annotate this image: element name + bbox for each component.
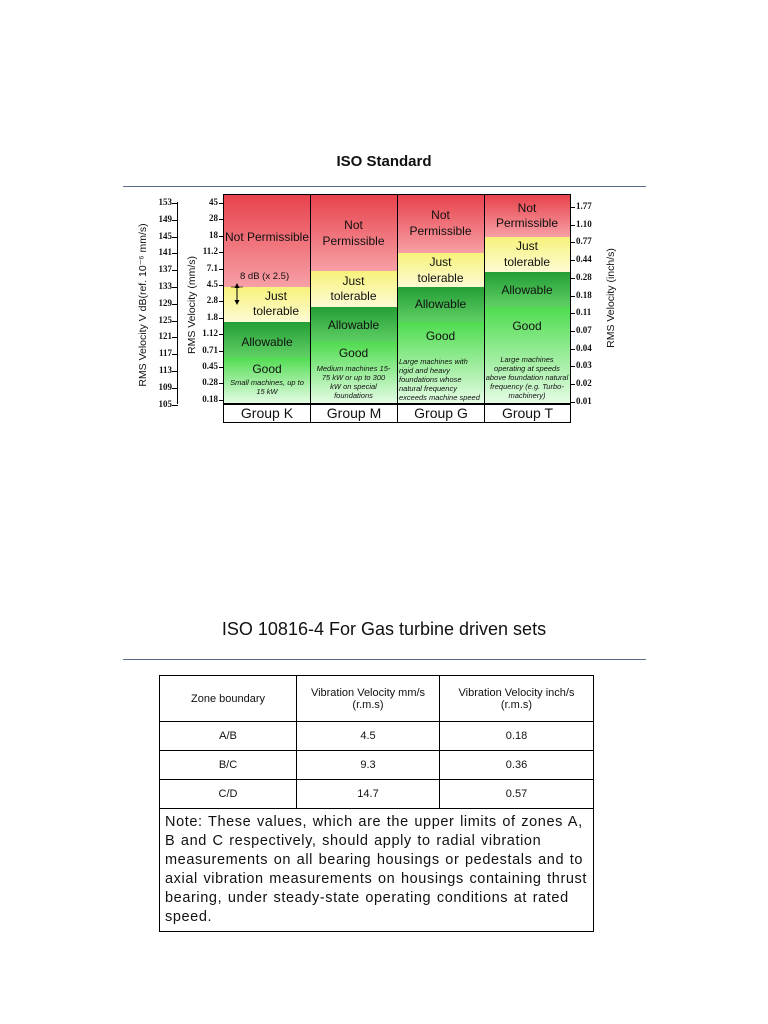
double-arrow-icon xyxy=(230,282,244,306)
table-cell: 9.3 xyxy=(297,751,440,780)
inch-tick-label: 0.11 xyxy=(576,307,592,318)
table-cell: 4.5 xyxy=(297,722,440,751)
zone-label: Not Permissible xyxy=(224,230,310,244)
section-title: ISO 10816-4 For Gas turbine driven sets xyxy=(221,619,547,639)
inch-tick-label: 0.02 xyxy=(576,378,592,388)
zone-label: Not Permissible xyxy=(322,218,385,248)
mm-tick-label: 0.18 xyxy=(202,393,218,404)
zone-label: Just tolerable xyxy=(503,239,551,269)
inch-tick-label: 0.01 xyxy=(576,395,592,406)
group-description: Large machines operating at speeds above foundation natural frequency (e.g. Turbo-machinery) xyxy=(485,355,569,400)
zone-just-tolerable xyxy=(310,271,397,307)
db-tick-label: 125 xyxy=(158,314,172,325)
table-note-row xyxy=(160,809,594,932)
header-zone-boundary: Zone boundary xyxy=(160,676,297,722)
table-header-row xyxy=(160,676,594,722)
table-cell: 0.57 xyxy=(440,780,594,809)
chart-title: ISO Standard xyxy=(336,153,432,170)
zone-allowable xyxy=(310,307,397,342)
mm-tick-label: 1.12 xyxy=(202,328,218,339)
zone-allowable xyxy=(224,322,310,357)
inch-tick-label: 0.28 xyxy=(576,271,592,282)
db-tick-label: 117 xyxy=(158,348,172,359)
table-note: Note: These values, which are the upper limits of zones A, B and C respectively, should apply to radial vibration measurements on all bearing housings or pedestals and to axial vibration measurements on housings containing thrust bearing, under steady-state operating conditions at rated speed. xyxy=(160,809,594,932)
mm-tick-label: 0.71 xyxy=(202,344,218,355)
db-tick-mark xyxy=(172,371,178,372)
table-row xyxy=(160,780,594,809)
zone-label: Just tolerable xyxy=(417,255,464,285)
zone-label: Just tolerable xyxy=(252,289,300,318)
zone-label: Good xyxy=(338,346,369,360)
zone-good xyxy=(484,307,570,403)
column-divider xyxy=(397,194,398,404)
zone-good xyxy=(397,322,484,403)
table-cell: 14.7 xyxy=(297,780,440,809)
inch-axis-label: RMS Velocity (inch/s) xyxy=(605,248,617,348)
mm-tick-label: 2.8 xyxy=(206,295,218,306)
zone-just-tolerable xyxy=(484,237,570,272)
header-velocity-inch: Vibration Velocity inch/s (r.m.s) xyxy=(440,676,594,722)
zone-label: Good xyxy=(252,362,282,376)
db-tick-label: 145 xyxy=(158,230,172,241)
section-rule xyxy=(123,659,646,660)
header-velocity-mm: Vibration Velocity mm/s (r.m.s) xyxy=(297,676,440,722)
inch-tick-label: 0.77 xyxy=(576,236,592,247)
db-tick-label: 133 xyxy=(158,281,172,291)
mm-tick-label: 7.1 xyxy=(206,262,218,273)
inch-tick-label: 1.77 xyxy=(576,201,592,211)
mm-tick-label: 28 xyxy=(209,213,218,224)
inch-tick-label: 0.03 xyxy=(576,360,592,371)
zone-good xyxy=(224,357,310,403)
db-axis-label: RMS Velocity V dB(ref. 10⁻⁶ mm/s) xyxy=(137,223,149,387)
inch-tick-label: 1.10 xyxy=(576,218,592,229)
group-description: Medium machines 15-75 kW or up to 300 kW on special foundations xyxy=(316,364,391,400)
mm-tick-label: 18 xyxy=(209,229,218,240)
db-tick-label: 141 xyxy=(158,247,172,258)
inch-tick-label: 0.07 xyxy=(576,324,592,335)
table-cell: C/D xyxy=(160,780,297,809)
mm-tick-label: 11.2 xyxy=(202,246,218,257)
zone-allowable xyxy=(484,272,570,307)
inch-tick-label: 0.44 xyxy=(576,254,592,265)
table-row xyxy=(160,751,594,780)
table-cell: 0.18 xyxy=(440,722,594,751)
db-tick-label: 129 xyxy=(158,297,172,308)
db-tick-label: 113 xyxy=(158,365,172,375)
mm-tick-label: 1.8 xyxy=(206,311,218,322)
zone-allowable xyxy=(397,287,484,322)
db-tick-label: 121 xyxy=(158,331,172,342)
zone-label: Good xyxy=(425,329,456,343)
db-annotation: 8 dB (x 2.5) xyxy=(240,271,290,282)
mm-tick-label: 0.28 xyxy=(202,377,218,388)
zone-label: Allowable xyxy=(327,318,380,332)
db-tick-label: 105 xyxy=(158,398,172,409)
group-label-k: Group K xyxy=(223,404,311,423)
group-description: Small machines, up to 15 kW xyxy=(230,378,304,396)
group-label-g: Group G xyxy=(397,404,485,423)
zone-not-permissible xyxy=(397,195,484,253)
column-divider xyxy=(310,194,311,404)
db-tick-label: 109 xyxy=(158,381,172,392)
inch-tick-label: 0.18 xyxy=(576,289,592,300)
zone-label: Allowable xyxy=(241,335,293,349)
db-tick-mark xyxy=(172,388,178,389)
zone-not-permissible xyxy=(310,195,397,271)
inch-tick-label: 0.04 xyxy=(576,342,592,353)
db-tick-label: 137 xyxy=(158,264,172,275)
group-label-t: Group T xyxy=(484,404,571,423)
zone-label: Not Permissible xyxy=(409,208,472,238)
mm-tick-label: 4.5 xyxy=(206,279,218,289)
table-cell: 0.36 xyxy=(440,751,594,780)
title-rule xyxy=(123,186,646,187)
table-cell: A/B xyxy=(160,722,297,751)
zone-label: Just tolerable xyxy=(330,274,377,303)
db-tick-mark xyxy=(172,405,178,406)
zone-label: Good xyxy=(512,319,542,333)
zone-label: Not Permissible xyxy=(495,201,558,230)
zone-good xyxy=(310,342,397,403)
table-row xyxy=(160,722,594,751)
mm-axis-label: RMS Velocity (mm/s) xyxy=(186,255,198,355)
zone-not-permissible xyxy=(484,195,570,237)
column-divider xyxy=(484,194,485,404)
group-description: Large machines with rigid and heavy foundations whose natural frequency exceeds machine speed xyxy=(399,357,480,402)
mm-tick-label: 45 xyxy=(209,197,218,207)
db-tick-label: 153 xyxy=(158,197,172,207)
zone-boundary-table xyxy=(159,675,594,932)
zone-label: Allowable xyxy=(501,283,553,297)
db-tick-label: 149 xyxy=(158,213,172,224)
table-cell: B/C xyxy=(160,751,297,780)
mm-tick-label: 0.45 xyxy=(202,361,218,371)
group-label-m: Group M xyxy=(310,404,398,423)
zone-just-tolerable xyxy=(397,253,484,287)
zone-label: Allowable xyxy=(414,297,467,311)
